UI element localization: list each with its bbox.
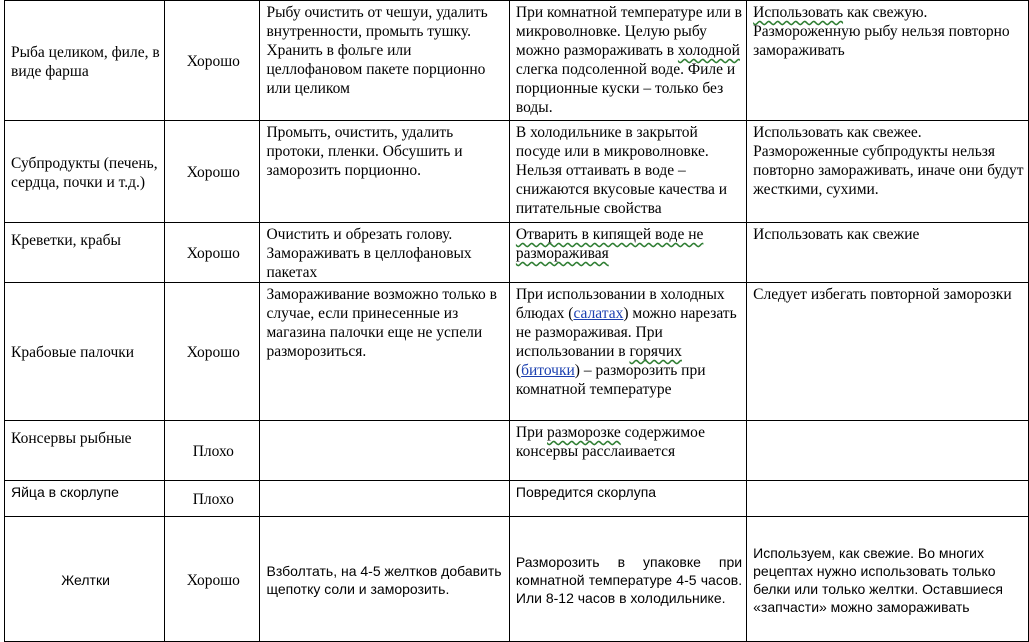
freezing-table	[4, 0, 1029, 642]
patties-link[interactable]: биточки	[521, 362, 575, 379]
table-row	[5, 223, 1029, 283]
product-cell: Консервы рыбные	[5, 421, 165, 481]
product-cell: Крабовые палочки	[5, 283, 165, 421]
note-cell	[747, 421, 1029, 481]
table-row	[5, 481, 1029, 517]
prep-cell	[260, 421, 509, 481]
thaw-cell: При использовании в холодных блюдах (салатах) можно нарезать не размораживая. При использовании в горячих (биточки) – разморозить при комнатной температуре	[509, 283, 746, 421]
quality-cell: Плохо	[165, 421, 260, 481]
table-row	[5, 517, 1029, 642]
prep-cell: Взболтать, на 4-5 желтков добавить щепотку соли и заморозить.	[260, 517, 509, 642]
quality-cell: Хорошо	[165, 223, 260, 283]
thaw-cell: При комнатной температуре или в микроволновке. Целую рыбу можно размораживать в холодной слегка подсоленной воде. Филе и порционные куски – только без воды.	[509, 1, 746, 121]
thaw-cell: Повредится скорлупа	[509, 481, 746, 517]
note-cell: Используем, как свежие. Во многих рецептах нужно использовать только белки или только желтки. Оставшиеся «запчасти» можно замораживать	[747, 517, 1029, 642]
product-cell: Субпродукты (печень, сердца, почки и т.д.)	[5, 121, 165, 223]
quality-cell: Хорошо	[165, 121, 260, 223]
product-cell: Креветки, крабы	[5, 223, 165, 283]
product-cell: Желтки	[5, 517, 165, 642]
note-cell: Использовать как свежую. Размороженную рыбу нельзя повторно замораживать	[747, 1, 1029, 121]
table-row	[5, 121, 1029, 223]
prep-cell: Замораживание возможно только в случае, если принесенные из магазина палочки еще не успели разморозиться.	[260, 283, 509, 421]
note-cell	[747, 481, 1029, 517]
note-cell: Следует избегать повторной заморозки	[747, 283, 1029, 421]
quality-cell: Плохо	[165, 481, 260, 517]
quality-cell: Хорошо	[165, 283, 260, 421]
quality-cell: Хорошо	[165, 517, 260, 642]
product-cell: Яйца в скорлупе	[5, 481, 165, 517]
product-cell: Рыба целиком, филе, в виде фарша	[5, 1, 165, 121]
prep-cell: Промыть, очистить, удалить протоки, пленки. Обсушить и заморозить порционно.	[260, 121, 509, 223]
thaw-cell: Разморозить в упаковке при комнатной температуре 4-5 часов. Или 8-12 часов в холодильнике.	[509, 517, 746, 642]
note-cell: Использовать как свежее. Размороженные субпродукты нельзя повторно замораживать, иначе они будут жесткими, сухими.	[747, 121, 1029, 223]
thaw-cell: Отварить в кипящей воде не размораживая	[509, 223, 746, 283]
thaw-cell: В холодильнике в закрытой посуде или в микроволновке. Нельзя оттаивать в воде – снижаются вкусовые качества и питательные свойства	[509, 121, 746, 223]
salad-link[interactable]: салатах	[573, 305, 624, 322]
table-row	[5, 421, 1029, 481]
table-row	[5, 1, 1029, 121]
prep-cell: Очистить и обрезать голову. Замораживать в целлофановых пакетах	[260, 223, 509, 283]
table-row	[5, 283, 1029, 421]
thaw-cell: При разморозке содержимое консервы расслаивается	[509, 421, 746, 481]
prep-cell	[260, 481, 509, 517]
quality-cell: Хорошо	[165, 1, 260, 121]
prep-cell: Рыбу очистить от чешуи, удалить внутренности, промыть тушку. Хранить в фольге или целлофановом пакете порционно или целиком	[260, 1, 509, 121]
note-cell: Использовать как свежие	[747, 223, 1029, 283]
